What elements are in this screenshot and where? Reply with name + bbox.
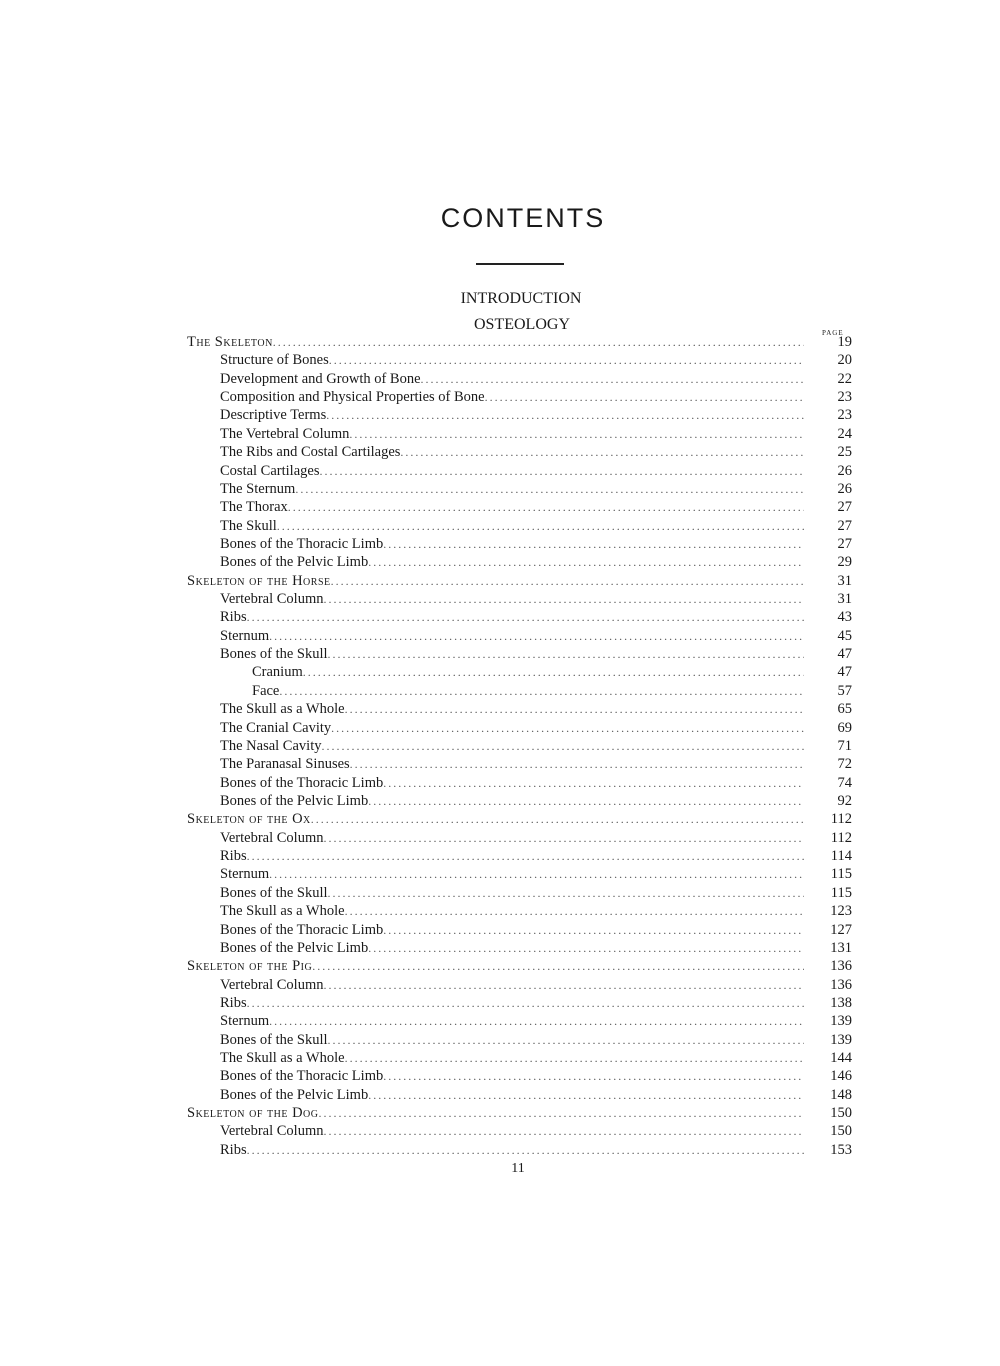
toc-entry-page: 22 — [837, 370, 852, 387]
toc-entry — [187, 976, 852, 994]
toc-entry — [187, 425, 852, 443]
dot-leader — [345, 1049, 804, 1067]
toc-entry — [187, 498, 852, 516]
toc-entry-label: Costal Cartilages — [220, 462, 320, 479]
toc-entry-label: Ribs — [220, 994, 247, 1011]
toc-entry-label: The Cranial Cavity — [220, 719, 332, 736]
dot-leader — [329, 351, 804, 369]
section-heading-osteology: OSTEOLOGY — [474, 316, 570, 333]
toc-entry-label: Bones of the Pelvic Limb — [220, 554, 369, 571]
toc-entry-label: Sternum — [220, 866, 270, 883]
toc-entry — [187, 902, 852, 920]
dot-leader — [331, 572, 804, 590]
toc-entry-page: 25 — [837, 444, 852, 461]
toc-entry — [187, 535, 852, 553]
toc-entry-page: 43 — [837, 609, 852, 626]
toc-entry-label: The Sternum — [220, 480, 296, 497]
toc-entry-label: The Skull as a Whole — [220, 701, 345, 718]
toc-entry-page: 92 — [837, 792, 852, 809]
dot-leader — [269, 865, 804, 883]
dot-leader — [383, 921, 804, 939]
toc-entry — [187, 590, 852, 608]
toc-entry-page: 138 — [830, 994, 852, 1011]
toc-entry — [187, 682, 852, 700]
toc-entry-label: Skeleton of the Pig — [187, 958, 313, 975]
toc-entry-label: The Thorax — [220, 499, 288, 516]
toc-entry-page: 65 — [837, 701, 852, 718]
dot-leader — [319, 462, 804, 480]
toc-entry-page: 136 — [830, 958, 852, 975]
dot-leader — [326, 406, 804, 424]
dot-leader — [368, 792, 804, 810]
toc-entry-page: 27 — [837, 517, 852, 534]
toc-entry-page: 112 — [830, 811, 852, 828]
toc-entry-label: Vertebral Column — [220, 976, 324, 993]
toc-entry — [187, 792, 852, 810]
toc-entry-label: Bones of the Thoracic Limb — [220, 921, 384, 938]
toc-entry-page: 29 — [837, 554, 852, 571]
toc-entry-label: Bones of the Pelvic Limb — [220, 1086, 369, 1103]
toc-entry — [187, 1086, 852, 1104]
toc-entry-page: 136 — [830, 976, 852, 993]
toc-entry — [187, 1104, 852, 1122]
toc-entry — [187, 939, 852, 957]
toc-entry-label: Skeleton of the Horse — [187, 572, 331, 589]
toc-entry-label: Bones of the Skull — [220, 1031, 328, 1048]
toc-entry-label: The Vertebral Column — [220, 425, 350, 442]
toc-entry — [187, 608, 852, 626]
toc-entry-label: Vertebral Column — [220, 591, 324, 608]
dot-leader — [383, 774, 804, 792]
dot-leader — [368, 939, 804, 957]
toc-entry-page: 139 — [830, 1031, 852, 1048]
toc-entry — [187, 994, 852, 1012]
dot-leader — [324, 1122, 805, 1140]
toc-entry-page: 74 — [837, 774, 852, 791]
dot-leader — [383, 535, 804, 553]
toc-entry-page: 146 — [830, 1068, 852, 1085]
toc-entry — [187, 1067, 852, 1085]
toc-entry-page: 69 — [837, 719, 852, 736]
toc-entry-page: 57 — [837, 682, 852, 699]
toc-entry — [187, 480, 852, 498]
toc-entry-page: 27 — [837, 499, 852, 516]
dot-leader — [485, 388, 804, 406]
dot-leader — [345, 700, 804, 718]
dot-leader — [328, 1031, 804, 1049]
toc-entry — [187, 755, 852, 773]
toc-entry — [187, 774, 852, 792]
toc-entry — [187, 1031, 852, 1049]
toc-entry-page: 72 — [837, 756, 852, 773]
toc-entry — [187, 333, 852, 351]
toc-entry-page: 26 — [837, 462, 852, 479]
toc-entry — [187, 406, 852, 424]
toc-entry-page: 19 — [837, 334, 852, 350]
dot-leader — [279, 682, 804, 700]
toc-entry — [187, 719, 852, 737]
section-heading-introduction: INTRODUCTION — [460, 290, 582, 307]
dot-leader — [295, 480, 804, 498]
dot-leader — [349, 425, 804, 443]
page-number: 11 — [511, 1161, 525, 1176]
toc-entry-page: 131 — [830, 939, 852, 956]
toc-entry-page: 27 — [837, 535, 852, 552]
dot-leader — [350, 755, 804, 773]
toc-entry — [187, 370, 852, 388]
toc-entry — [187, 829, 852, 847]
dot-leader — [324, 976, 805, 994]
dot-leader — [324, 590, 805, 608]
dot-leader — [269, 1012, 804, 1030]
toc-entry-page: 23 — [837, 407, 852, 424]
toc-entry-page: 26 — [837, 480, 852, 497]
toc-entry-label: Sternum — [220, 1013, 270, 1030]
dot-leader — [328, 645, 804, 663]
toc-entry — [187, 443, 852, 461]
dot-leader — [288, 498, 804, 516]
toc-entry — [187, 1141, 852, 1159]
toc-entry-page: 47 — [837, 664, 852, 681]
toc-entry-page: 144 — [830, 1050, 852, 1067]
toc-entry — [187, 847, 852, 865]
toc-entry-page: 127 — [830, 921, 852, 938]
dot-leader — [328, 884, 804, 902]
toc-entry-page: 139 — [830, 1013, 852, 1030]
toc-entry-page: 115 — [830, 866, 852, 883]
toc-entry — [187, 351, 852, 369]
toc-entry-label: The Skeleton — [187, 334, 273, 350]
toc-entry-page: 71 — [837, 737, 852, 754]
toc-entry-label: Cranium — [252, 664, 303, 681]
toc-entry — [187, 388, 852, 406]
toc-entry-page: 24 — [837, 425, 852, 442]
toc-entry — [187, 737, 852, 755]
table-of-contents — [187, 333, 852, 1159]
dot-leader — [312, 957, 804, 975]
toc-entry-page: 150 — [830, 1105, 852, 1122]
dot-leader — [277, 517, 804, 535]
toc-entry-label: The Skull — [220, 517, 277, 534]
toc-entry-label: Vertebral Column — [220, 1123, 324, 1140]
toc-entry — [187, 957, 852, 975]
toc-entry-label: Sternum — [220, 627, 270, 644]
toc-entry-label: The Nasal Cavity — [220, 737, 322, 754]
toc-entry-label: Bones of the Pelvic Limb — [220, 939, 369, 956]
toc-entry — [187, 553, 852, 571]
toc-entry-label: The Paranasal Sinuses — [220, 756, 350, 773]
toc-entry — [187, 1049, 852, 1067]
toc-entry-label: Vertebral Column — [220, 829, 324, 846]
toc-entry-label: Skeleton of the Ox — [187, 811, 311, 828]
toc-entry-page: 47 — [837, 646, 852, 663]
toc-entry — [187, 884, 852, 902]
dot-leader — [321, 737, 804, 755]
toc-entry-page: 20 — [837, 352, 852, 369]
dot-leader — [247, 608, 804, 626]
toc-entry-label: Structure of Bones — [220, 352, 329, 369]
toc-entry-label: Ribs — [220, 848, 247, 865]
dot-leader — [324, 829, 805, 847]
toc-entry — [187, 572, 852, 590]
dot-leader — [345, 902, 804, 920]
toc-entry-label: The Skull as a Whole — [220, 903, 345, 920]
toc-entry-label: Development and Growth of Bone — [220, 370, 421, 387]
toc-entry — [187, 462, 852, 480]
dot-leader — [400, 443, 804, 461]
toc-entry — [187, 1122, 852, 1140]
toc-entry-label: Ribs — [220, 609, 247, 626]
toc-entry-label: Face — [252, 682, 280, 699]
toc-entry-label: The Skull as a Whole — [220, 1050, 345, 1067]
dot-leader — [383, 1067, 804, 1085]
toc-entry-label: Bones of the Thoracic Limb — [220, 774, 384, 791]
dot-leader — [247, 1141, 804, 1159]
page-column-header: PAGE — [822, 329, 844, 337]
toc-entry-page: 112 — [830, 829, 852, 846]
toc-entry-label: Descriptive Terms — [220, 407, 327, 424]
toc-entry — [187, 921, 852, 939]
toc-entry-label: Bones of the Pelvic Limb — [220, 792, 369, 809]
toc-entry-page: 115 — [830, 884, 852, 901]
title-rule — [476, 263, 564, 265]
dot-leader — [273, 333, 804, 351]
toc-entry — [187, 700, 852, 718]
toc-entry-label: Bones of the Thoracic Limb — [220, 535, 384, 552]
page-title: CONTENTS — [440, 203, 606, 233]
toc-entry — [187, 810, 852, 828]
toc-entry-page: 45 — [837, 627, 852, 644]
toc-entry-label: The Ribs and Costal Cartilages — [220, 444, 401, 461]
toc-entry-label: Bones of the Thoracic Limb — [220, 1068, 384, 1085]
toc-entry-page: 123 — [830, 903, 852, 920]
dot-leader — [421, 370, 804, 388]
toc-entry-page: 31 — [837, 591, 852, 608]
toc-entry — [187, 517, 852, 535]
toc-entry-label: Skeleton of the Dog — [187, 1105, 319, 1122]
toc-entry — [187, 1012, 852, 1030]
toc-entry-label: Bones of the Skull — [220, 884, 328, 901]
toc-entry-label: Composition and Physical Properties of Bone — [220, 389, 485, 406]
dot-leader — [247, 994, 804, 1012]
toc-entry — [187, 645, 852, 663]
dot-leader — [368, 553, 804, 571]
toc-entry — [187, 663, 852, 681]
toc-entry-page: 148 — [830, 1086, 852, 1103]
toc-entry — [187, 865, 852, 883]
dot-leader — [319, 1104, 805, 1122]
toc-entry-page: 114 — [830, 848, 852, 865]
dot-leader — [247, 847, 804, 865]
dot-leader — [331, 719, 804, 737]
toc-entry-page: 153 — [830, 1141, 852, 1158]
toc-entry-label: Ribs — [220, 1141, 247, 1158]
toc-entry-page: 150 — [830, 1123, 852, 1140]
dot-leader — [269, 627, 804, 645]
dot-leader — [311, 810, 804, 828]
toc-entry-page: 23 — [837, 389, 852, 406]
toc-entry-page: 31 — [837, 572, 852, 589]
toc-entry — [187, 627, 852, 645]
dot-leader — [368, 1086, 804, 1104]
dot-leader — [303, 663, 804, 681]
toc-entry-label: Bones of the Skull — [220, 646, 328, 663]
